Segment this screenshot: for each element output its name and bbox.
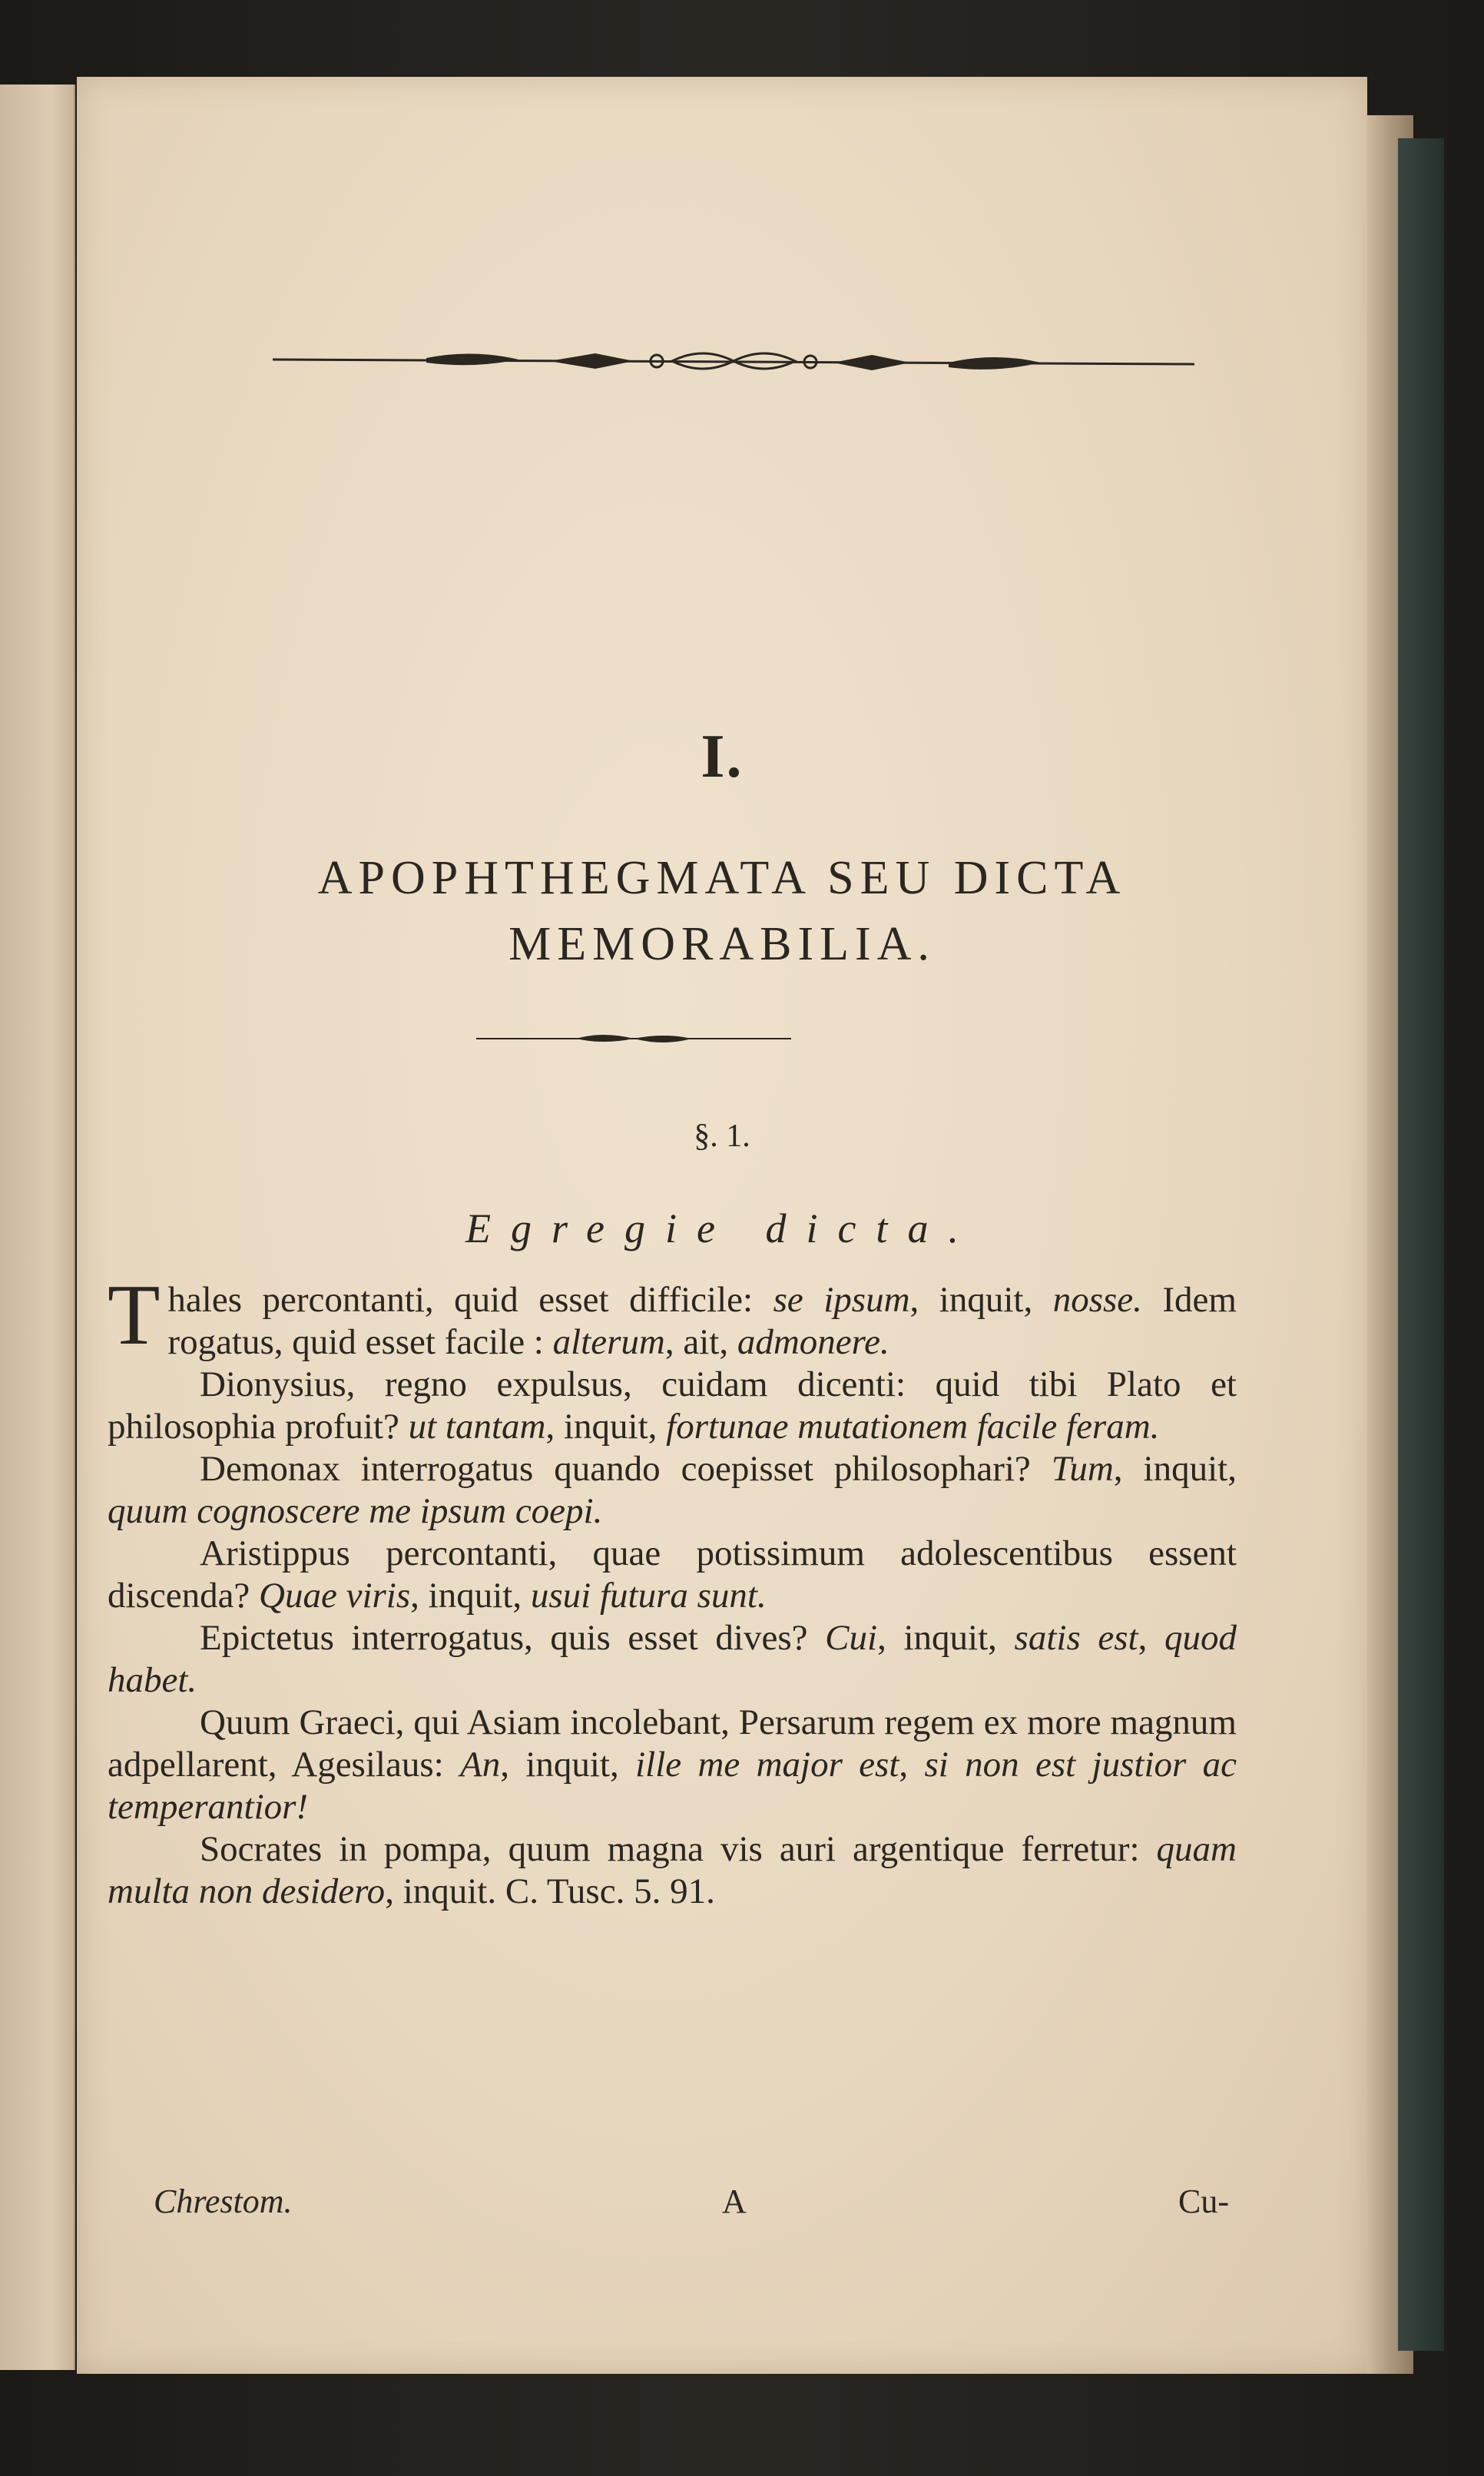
paragraph [108, 1702, 1237, 1828]
text-run: Epictetus interrogatus, quis esset dives? [200, 1618, 826, 1658]
book-page [77, 77, 1367, 2374]
section-heading: Egregie dicta. [465, 1205, 979, 1251]
chapter-title [77, 845, 1367, 977]
text-run: Aristippus percontanti, quae potissimum adolescentibus essent discenda? [108, 1533, 1237, 1616]
italic-quote: satis est [1014, 1618, 1138, 1658]
text-run: Demonax interrogatus quando coepisset philosophari? [200, 1449, 1052, 1489]
italic-quote: admonere. [737, 1322, 889, 1362]
italic-quote: nosse. [1052, 1280, 1142, 1320]
signature-mark: A [722, 2183, 747, 2220]
drop-capital: T [108, 1268, 161, 1363]
italic-quote: quam multa non desidero [108, 1829, 1237, 1911]
text-run: , inquit, [500, 1745, 636, 1785]
text-run: Quum Graeci, qui Asiam incolebant, Persarum regem ex more magnum adpellarent, Agesilaus: [108, 1702, 1237, 1785]
paragraph [108, 1828, 1237, 1913]
italic-quote: ille me major est [635, 1745, 899, 1785]
head-ornament [273, 346, 1194, 383]
chapter-title-line-1: APOPHTHEGMATA SEU DICTA [317, 852, 1127, 904]
italic-quote: ut tantam [408, 1407, 546, 1447]
text-run: Idem rogatus, quid esset facile : [167, 1280, 1237, 1362]
facing-page-edge [0, 85, 75, 2370]
italic-quote: si non est justior ac temperantior! [108, 1745, 1237, 1827]
italic-quote: quum cognoscere me ipsum coepi. [108, 1491, 603, 1531]
text-run: , inquit. C. Tusc. 5. 91. [385, 1871, 715, 1911]
italic-quote: se ipsum [773, 1280, 910, 1320]
text-run: , [899, 1745, 925, 1785]
text-run: , inquit, [909, 1280, 1053, 1320]
text-run: Socrates in pompa, quum magna vis auri argentique ferretur: [200, 1829, 1157, 1869]
italic-quote: Cui [825, 1618, 878, 1658]
paragraph [108, 1364, 1237, 1448]
chapter-number: I. [701, 723, 744, 791]
section-mark: §. 1. [694, 1119, 750, 1154]
text-run: , ait, [664, 1322, 737, 1362]
paragraph [108, 1617, 1237, 1702]
page-footer [108, 2182, 1237, 2228]
italic-quote: quod habet. [108, 1618, 1237, 1700]
chapter-title-line-2: MEMORABILIA. [508, 918, 936, 970]
text-run: , [1138, 1618, 1164, 1658]
body-text [108, 1268, 1237, 1913]
text-run: , inquit, [410, 1576, 531, 1616]
text-run: Dionysius, regno expulsus, cuidam dicenti: quid tibi Plato et philosophia profuit? [108, 1364, 1237, 1447]
italic-quote: usui futura sunt. [530, 1576, 767, 1616]
italic-quote: An [460, 1745, 501, 1785]
paragraph [108, 1448, 1237, 1533]
italic-quote: Tum [1051, 1449, 1114, 1489]
rule-ornament [476, 1029, 791, 1048]
text-run: , inquit, [877, 1618, 1015, 1658]
signature-title: Chrestom. [154, 2183, 293, 2220]
text-run: , inquit, [1113, 1449, 1237, 1489]
paragraph [108, 1533, 1237, 1617]
italic-quote: fortunae mutationem facile feram. [666, 1407, 1160, 1447]
italic-quote: Quae viris [259, 1576, 411, 1616]
text-run: hales percontanti, quid esset difficile: [167, 1280, 773, 1320]
catchword: Cu- [1178, 2183, 1229, 2220]
italic-quote: alterum [552, 1322, 665, 1362]
text-run: , inquit, [545, 1407, 667, 1447]
paragraph [108, 1268, 1237, 1364]
book-cover-edge [1398, 138, 1444, 2351]
